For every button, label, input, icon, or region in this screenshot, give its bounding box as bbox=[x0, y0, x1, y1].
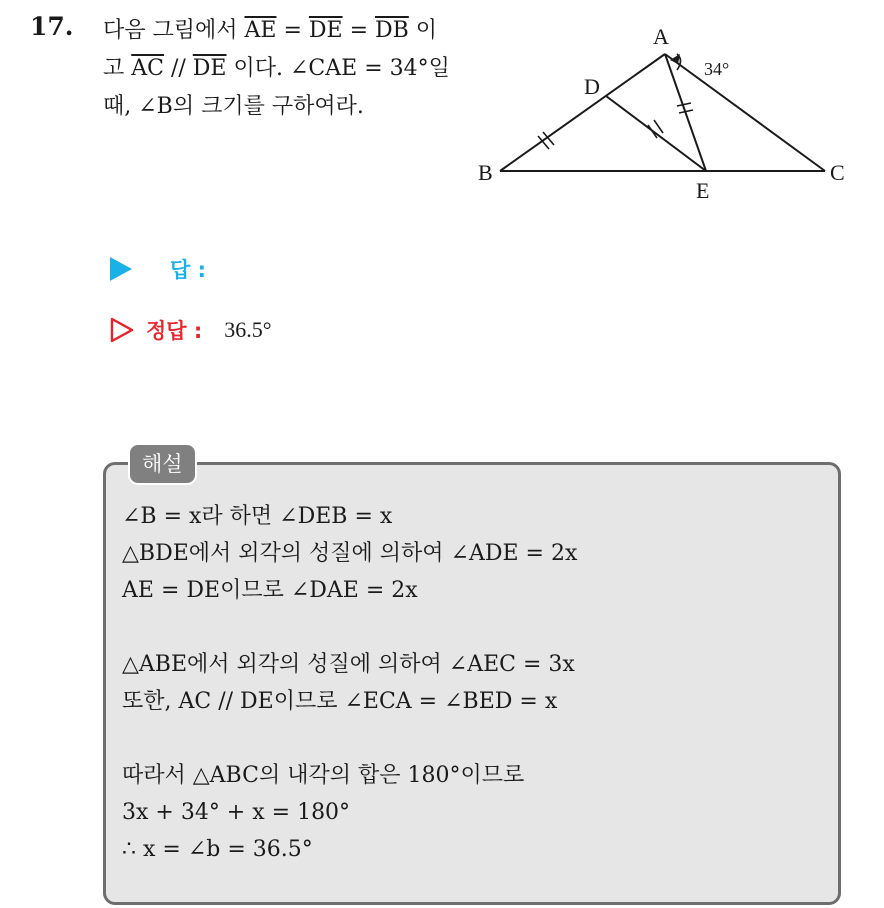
point-e-label: E bbox=[696, 178, 710, 203]
triangle-figure bbox=[470, 18, 870, 208]
segment-ae: $\overline{AE}$ bbox=[244, 18, 277, 43]
answer-label: 답 : bbox=[170, 258, 206, 282]
solution-lines bbox=[122, 498, 577, 868]
outline-arrow-icon bbox=[110, 317, 134, 343]
correct-answer-label: 정답 : bbox=[146, 319, 203, 343]
angle-label: 34° bbox=[704, 59, 730, 79]
segment-de-2: $\overline{DE}$ bbox=[192, 56, 227, 81]
solution-line: △ABE에서 외각의 성질에 의하여 ∠AEC = 3x bbox=[122, 652, 575, 677]
segment-de-line bbox=[606, 96, 706, 171]
solution-line: ∠B = x라 하면 ∠DEB = x bbox=[122, 504, 393, 529]
solution-line: △BDE에서 외각의 성질에 의하여 ∠ADE = 2x bbox=[122, 541, 578, 566]
solution-line: AE = DE이므로 ∠DAE = 2x bbox=[122, 578, 418, 603]
solution-line: ∴ x = ∠b = 36.5° bbox=[122, 837, 313, 862]
play-arrow-icon bbox=[110, 257, 132, 281]
question-text-part: 이고 bbox=[103, 18, 438, 81]
segment-ae-line bbox=[665, 54, 706, 171]
point-a-label: A bbox=[653, 24, 669, 49]
solution-tag: 해설 bbox=[128, 443, 197, 485]
point-d-label: D bbox=[584, 74, 600, 99]
side-ab bbox=[500, 54, 665, 171]
question-text bbox=[103, 12, 453, 126]
point-c-label: C bbox=[830, 160, 845, 185]
solution-line bbox=[122, 720, 577, 757]
segment-ac: $\overline{AC}$ bbox=[131, 56, 164, 81]
question-text-part: 이다. ∠CAE = 34°일 때, ∠B의 크기를 구하여라. bbox=[103, 56, 450, 119]
solution-line bbox=[122, 609, 577, 646]
solution-line: 따라서 △ABC의 내각의 합은 180°이므로 bbox=[122, 763, 525, 788]
segment-de: $\overline{DE}$ bbox=[308, 18, 343, 43]
question-number: 17. bbox=[30, 12, 74, 41]
tick-marks-ae bbox=[677, 103, 693, 113]
correct-answer-row bbox=[110, 315, 272, 345]
point-b-label: B bbox=[478, 160, 493, 185]
equals-sign: = bbox=[276, 18, 309, 43]
segment-db: $\overline{DB}$ bbox=[375, 18, 409, 43]
parallel-sign: // bbox=[163, 56, 193, 81]
correct-answer-value: 36.5° bbox=[224, 317, 272, 342]
solution-line: 또한, AC // DE이므로 ∠ECA = ∠BED = x bbox=[122, 689, 558, 714]
answer-prompt-row bbox=[110, 254, 206, 284]
side-ac bbox=[665, 54, 825, 171]
solution-line: 3x + 34° + x = 180° bbox=[122, 800, 351, 825]
equals-sign: = bbox=[342, 18, 375, 43]
tick-marks-de bbox=[648, 120, 663, 138]
question-text-part: 다음 그림에서 bbox=[103, 18, 245, 43]
